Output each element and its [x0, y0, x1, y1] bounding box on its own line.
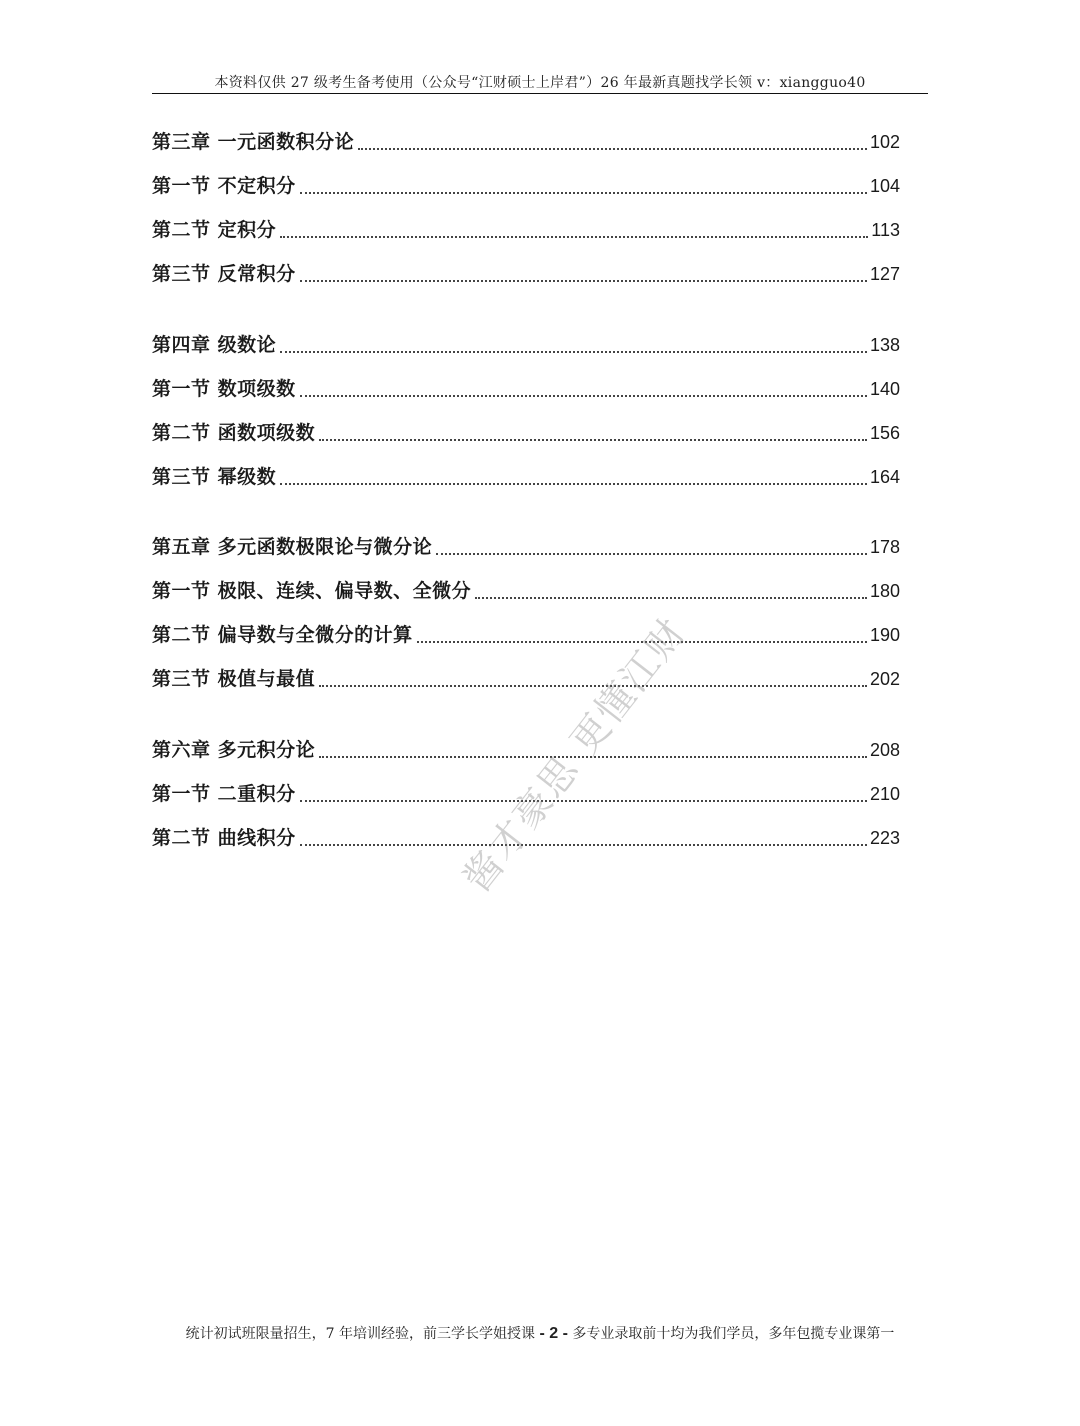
toc-entry-page: 140 [869, 379, 900, 399]
toc-entry[interactable] [152, 621, 900, 649]
toc-entry[interactable] [152, 375, 900, 403]
toc-entry-page: 138 [869, 335, 900, 355]
toc-entry[interactable] [152, 172, 900, 200]
toc-entry[interactable] [152, 331, 900, 359]
toc-entry-page: 104 [869, 176, 900, 196]
toc-entry-title: 第二节 函数项级数 [152, 422, 316, 444]
toc-dot-leader [300, 800, 867, 802]
toc-entry-title: 第一节 不定积分 [152, 175, 296, 197]
toc-entry-page: 223 [869, 828, 900, 848]
toc-dot-leader [436, 553, 867, 555]
page-header: 本资料仅供 27 级考生备考使用（公众号“江财硕士上岸君”）26 年最新真题找学长领 v：xiangguo40 [214, 75, 866, 91]
page-footer [140, 1323, 940, 1343]
toc-entry[interactable] [152, 463, 900, 491]
toc-entry-page: 102 [869, 132, 900, 152]
toc-dot-leader [358, 148, 867, 150]
toc-dot-leader [300, 395, 867, 397]
footer-right-text: 多专业录取前十均为我们学员，多年包揽专业课第一 [572, 1326, 895, 1342]
toc-entry[interactable] [152, 577, 900, 605]
toc-entry-title: 第一节 数项级数 [152, 378, 296, 400]
toc-entry-page: 180 [869, 581, 900, 601]
toc-entry-title: 第一节 二重积分 [152, 783, 296, 805]
toc-entry-page: 156 [869, 423, 900, 443]
toc-entry[interactable] [152, 419, 900, 447]
toc-entry-title: 第三节 幂级数 [152, 466, 277, 488]
toc-entry-title: 第六章 多元积分论 [152, 739, 316, 761]
toc-entry-page: 113 [871, 220, 900, 240]
toc-entry-page: 202 [869, 669, 900, 689]
watermark: 酱才豪思 更懂江财 [454, 609, 695, 901]
toc-dot-leader [300, 844, 867, 846]
header-rule [152, 93, 928, 94]
toc-entry[interactable] [152, 216, 900, 244]
toc-entry-page: 164 [869, 467, 900, 487]
toc-dot-leader [280, 236, 868, 238]
toc-entry[interactable] [152, 665, 900, 693]
footer-left-text: 统计初试班限量招生，7 年培训经验，前三学长学姐授课 [185, 1326, 535, 1342]
toc-entry[interactable] [152, 533, 900, 561]
toc-dot-leader [300, 192, 867, 194]
page-number: - 2 - [539, 1325, 568, 1342]
toc-dot-leader [280, 483, 867, 485]
toc-entry-page: 190 [869, 625, 900, 645]
toc-entry-page: 127 [869, 264, 900, 284]
toc-entry[interactable] [152, 128, 900, 156]
toc-entry-title: 第三节 极值与最值 [152, 668, 316, 690]
toc-entry-title: 第四章 级数论 [152, 334, 277, 356]
toc-dot-leader [280, 351, 867, 353]
toc-entry-title: 第五章 多元函数极限论与微分论 [152, 536, 433, 558]
toc-entry-page: 178 [869, 537, 900, 557]
toc-entry-page: 210 [869, 784, 900, 804]
toc-entry-title: 第二节 偏导数与全微分的计算 [152, 624, 413, 646]
toc-dot-leader [319, 439, 867, 441]
toc-entry-title: 第三节 反常积分 [152, 263, 296, 285]
toc-dot-leader [300, 280, 867, 282]
toc-entry-title: 第一节 极限、连续、偏导数、全微分 [152, 580, 472, 602]
toc-entry[interactable] [152, 260, 900, 288]
toc-entry-title: 第二节 定积分 [152, 219, 277, 241]
toc-entry[interactable] [152, 736, 900, 764]
toc-entry-page: 208 [869, 740, 900, 760]
toc-entry-title: 第二节 曲线积分 [152, 827, 296, 849]
toc-entry-title: 第三章 一元函数积分论 [152, 131, 355, 153]
